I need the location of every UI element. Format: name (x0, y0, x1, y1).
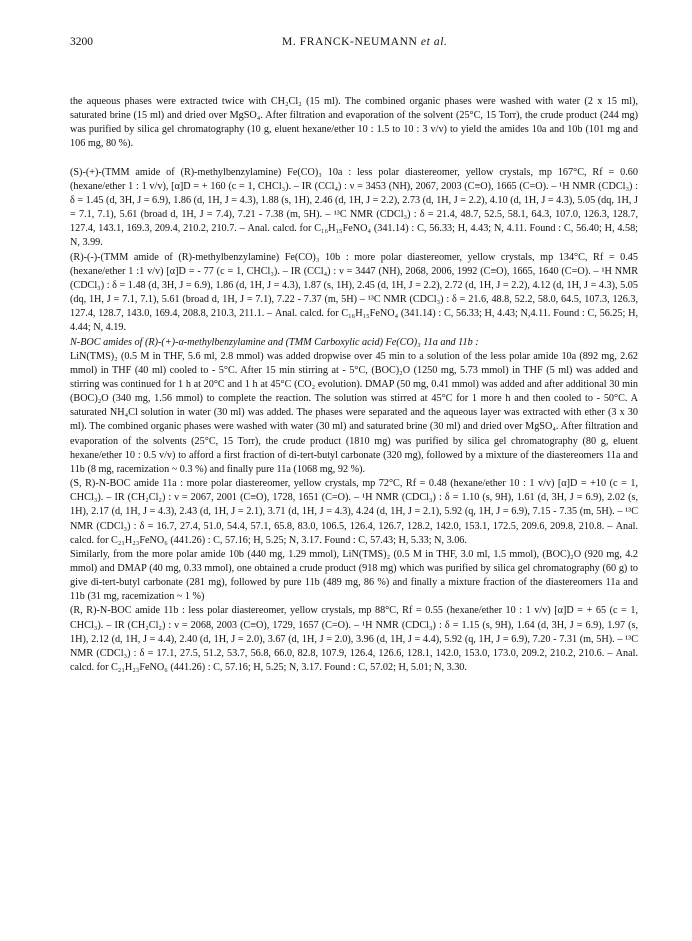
similarly-10b-paragraph: Similarly, from the more polar amide 10b (440 mg, 1.29 mmol), LiN(TMS)₂ (0.5 M in THF, 3.0 ml, 1.5 mmol), (BOC)₂O (920 mg, 4.2 mmol) and DMAP (40 mg, 0.33 mmol), one obtained a crude product (918 mg) which was purified by silica gel chromatography (60 g) to give di-tert-butyl carbonate (281 mg), followed by pure 11b (489 mg, 86 %) and finally a mixture fraction of the diastereomers 11a and 11b (31 mg, racemization ~ 1 %) (70, 548, 638, 603)
running-title (282, 36, 448, 48)
compound-11b-paragraph: (R, R)-N-BOC amide 11b : less polar diastereomer, yellow crystals, mp 88°C, Rf = 0.55 (hexane/ether 10 : 1 v/v) [α]D = + 65 (c = 1, CHCl₃). – IR (CH₂Cl₂) : ν = 2068, 2003 (C≡O), 1729, 1657 (C=O). – ¹H NMR (CDCl₃) : δ = 1.15 (s, 9H), 1.64 (d, 3H, J = 6.9), 1.97 (s, 1H), 2.12 (d, 1H, J = 4.4), 2.40 (d, 1H, J = 2.0), 3.67 (d, 1H, J = 2.0), 3.96 (d, 1H, J = 4.4), 5.92 (q, 1H, J = 6.9), 7.20 - 7.31 (m, 5H). – ¹³C NMR (CDCl₃) : δ = 17.1, 27.5, 51.2, 53.7, 56.8, 66.0, 82.8, 107.9, 126.4, 126.6, 128.1, 142.0, 153.0, 173.0, 209.2, 210.2, 210.6. – Anal. calcd. for C₂₁H₂₃FeNO₆ (441.26) : C, 57.16; H, 5.25; N, 3.17. Found : C, 57.02; H, 5.01; N, 3.30. (70, 605, 638, 674)
compound-10b-paragraph: (R)-(-)-(TMM amide of (R)-methylbenzylamine) Fe(CO)₃ 10b : more polar diastereomer, yellow crystals, mp 134°C, Rf = 0.45 (hexane/ether 1 :1 v/v) [α]D = - 77 (c = 1, CHCl₃). – IR (CCl₄) : ν = 3447 (NH), 2068, 2006, 1992 (C≡O), 1665, 1640 (C=O). – ¹H NMR (CDCl₃) : δ = 1.48 (d, 3H, J = 6.9), 1.86 (d, 1H, J = 4.3), 1.87 (s, 1H), 2.45 (d, 1H, J = 2.2), 2.72 (d, 1H, J = 2.2), 4.12 (d, 1H, J = 4.3), 5.05 (dq, 1H, J = 7.1, 7.1), 5.61 (broad d, 1H, J = 7.1), 7.22 - 7.37 (m, 5H) – ¹³C NMR (CDCl₃) : δ = 21.6, 48.8, 52.2, 58.0, 64.5, 107.3, 126.3, 127.4, 128.7, 143.0, 169.4, 208.8, 210.3, 211.1. – Anal. calcd. for C₁₆H₁₅FeNO₄ (341.14) : C, 56.33; H, 4.43; N,4.11. Found : C, 56.25; H, 4.44; N, 4.19. (70, 251, 638, 334)
page-number: 3200 (70, 36, 93, 48)
running-title-authors: M. FRANCK-NEUMANN (282, 36, 421, 48)
article-body (70, 95, 638, 675)
workup-paragraph: the aqueous phases were extracted twice with CH₂Cl₂ (15 ml). The combined organic phases were washed with water (2 x 15 ml), saturated brine (15 ml) and dried over MgSO₄. After filtration and evaporation of the solvent (25°C, 15 Torr), the crude product (244 mg) was purified by silica gel chromatography (10 g, eluent hexane/ether 10 : 1.5 to 10 : 3 v/v) to yield the amides 10a and 10b (101 mg and 106 mg, 80 %). (70, 96, 638, 150)
compound-11a-paragraph: (S, R)-N-BOC amide 11a : more polar diastereomer, yellow crystals, mp 72°C, Rf = 0.48 (hexane/ether 10 : 1 v/v) [α]D = +10 (c = 1, CHCl₃). – IR (CH₂Cl₂) : ν = 2067, 2001 (C≡O), 1728, 1651 (C=O). – ¹H NMR (CDCl₃) : δ = 1.10 (s, 9H), 1.61 (d, 3H, J = 6.9), 2.02 (s, 1H), 2.17 (d, 1H, J = 4.3), 2.43 (d, 1H, J = 2.1), 3.71 (d, 1H, J = 4.3), 4.24 (d, 1H, J = 2.1), 5.92 (q, 1H, J = 6.9), 7.15 - 7.35 (m, 5H). – ¹³C NMR (CDCl₃) : δ = 16.7, 27.4, 51.0, 54.4, 57.1, 65.8, 83.0, 106.5, 126.4, 126.7, 128.2, 142.0, 153.1, 172.5, 209.6, 209.8, 210.8. – Anal. calcd. for C₂₁H₂₃FeNO₆ (441.26) : C, 57.16; H, 5.25; N, 3.17. Found : C, 57.43; H, 5.33; N, 3.06. (70, 478, 638, 546)
n-boc-procedure-paragraph: LiN(TMS)₂ (0.5 M in THF, 5.6 ml, 2.8 mmol) was added dropwise over 45 min to a solution of the less polar amide 10a (892 mg, 2.62 mmol) in THF (40 ml) cooled to - 5°C. After 15 min stirring at - 5°C, (BOC)₂O (1250 mg, 5.73 mmol) in THF (5 ml) was added and stirring was continued for 1 h at 20°C and 1 h at 45°C (CO₂ evolution). DMAP (50 mg, 0.41 mmol) was added and after additional 30 min (BOC)₂O (340 mg, 1.56 mmol) to complete the reaction. The solution was stirred at 45°C for 1 more h and then cooled to - 50°C. A saturated NH₄Cl solution in water (30 ml) was added. The phases were separated and the aqueous layer was extracted with ether (3 x 30 ml). The combined organic phases were washed with water (30 ml) and saturated brine (30 ml) and dried over MgSO₄. After filtration and evaporation of the solvents (25°C, 15 Torr), the crude product (1810 mg) was purified by silica gel chromatography (80 g, eluent hexane/ether 10 : 0.5 v/v) to afford a first fraction of di-tert-butyl carbonate (320 mg), followed by a mixture of the diastereomers 11a and 11b (8 mg, racemization ~ 0.3 %) and finally pure 11a (1068 mg, 92 %). (70, 350, 638, 475)
n-boc-heading: N-BOC amides of (R)-(+)-α-methylbenzylamine and (TMM Carboxylic acid) Fe(CO)₃ 11a and 11b : (70, 336, 479, 348)
compound-10a-paragraph: (S)-(+)-(TMM amide of (R)-methylbenzylamine) Fe(CO)₃ 10a : less polar diastereomer, yellow crystals, mp 167°C, Rf = 0.60 (hexane/ether 1 : 1 v/v), [α]D = + 160 (c = 1, CHCl₃). – IR (CCl₄) : ν = 3453 (NH), 2067, 2003 (C≡O), 1665 (C=O). – ¹H NMR (CDCl₃) : δ = 1.45 (d, 3H, J = 6.9), 1.86 (d, 1H, J = 4.3), 1.88 (s, 1H), 2.46 (d, 1H, J = 2.2), 2.73 (d, 1H, J = 2.2), 4.10 (d, 1H, J = 4.3), 5.05 (dq, 1H, J = 7.1, 7.1), 5.61 (broad d, 1H, J = 7.4), 7.21 - 7.38 (m, 5H). – ¹³C NMR (CDCl₃) : δ = 21.4, 48.7, 52.5, 58.1, 64.3, 107.0, 126.3, 128.7, 127.4, 143.1, 169.3, 209.4, 210.2, 210.7. – Anal. calcd. for C₁₆H₁₅FeNO₄ (341.14) : C, 56.33; H, 4.43; N, 4.11. Found : C, 56.40; H, 4.58; N, 3.99. (70, 166, 638, 249)
running-title-etal: et al. (420, 36, 448, 48)
